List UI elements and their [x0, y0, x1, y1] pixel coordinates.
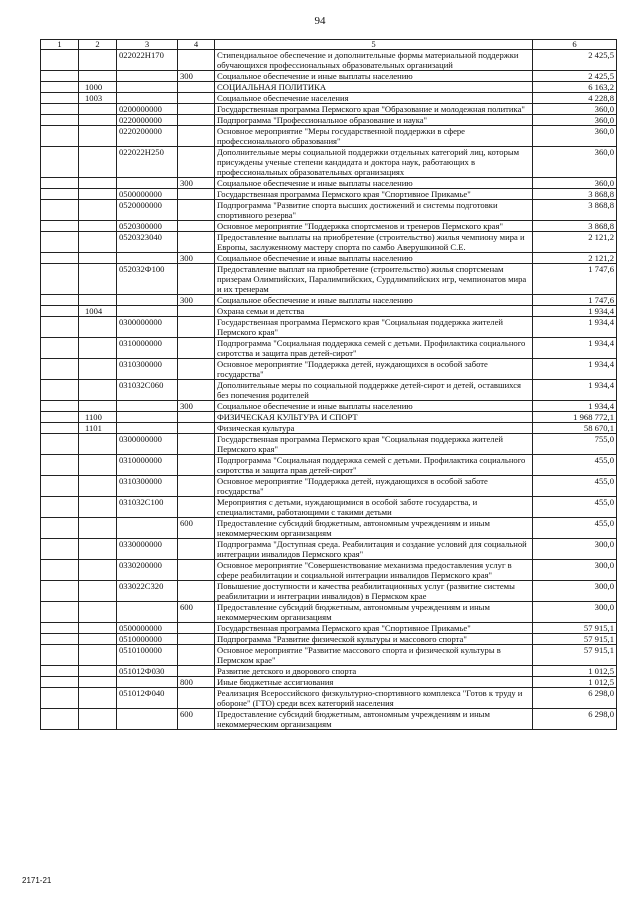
cell-c3 [117, 412, 178, 423]
cell-c1 [41, 50, 79, 71]
cell-c4: 800 [178, 677, 215, 688]
cell-c2 [79, 518, 117, 539]
table-row [41, 295, 617, 306]
cell-c5: Стипендиальное обеспечение и дополнительные формы материальной поддержки обучающихся профессиональных образовательных организаций [215, 50, 533, 71]
cell-c5: Социальное обеспечение и иные выплаты населению [215, 295, 533, 306]
cell-c2 [79, 645, 117, 666]
cell-c6: 6 298,0 [533, 709, 617, 730]
cell-c3: 0330000000 [117, 539, 178, 560]
cell-c6: 455,0 [533, 476, 617, 497]
cell-c1 [41, 189, 79, 200]
cell-c6: 1 934,4 [533, 317, 617, 338]
cell-c5: Предоставление субсидий бюджетным, автономным учреждениям и иным некоммерческим организациям [215, 518, 533, 539]
table-row [41, 539, 617, 560]
cell-c1 [41, 338, 79, 359]
cell-c6: 300,0 [533, 602, 617, 623]
table-row [41, 623, 617, 634]
cell-c6: 6 163,2 [533, 82, 617, 93]
cell-c3 [117, 178, 178, 189]
cell-c5: Основное мероприятие "Поддержка детей, нуждающихся в особой заботе государства" [215, 476, 533, 497]
cell-c6: 300,0 [533, 581, 617, 602]
cell-c1 [41, 306, 79, 317]
table-row [41, 359, 617, 380]
cell-c4 [178, 423, 215, 434]
cell-c1 [41, 623, 79, 634]
cell-c4 [178, 338, 215, 359]
cell-c3: 0310300000 [117, 359, 178, 380]
cell-c4 [178, 412, 215, 423]
table-row [41, 82, 617, 93]
cell-c5: Социальное обеспечение и иные выплаты населению [215, 178, 533, 189]
cell-c5: Государственная программа Пермского края "Социальная поддержка жителей Пермского края" [215, 434, 533, 455]
cell-c5: Физическая культура [215, 423, 533, 434]
cell-c1 [41, 666, 79, 677]
cell-c3 [117, 71, 178, 82]
table-row [41, 115, 617, 126]
table-row [41, 306, 617, 317]
cell-c4 [178, 147, 215, 178]
cell-c1 [41, 518, 79, 539]
cell-c3 [117, 401, 178, 412]
cell-c2: 1004 [79, 306, 117, 317]
cell-c1 [41, 200, 79, 221]
cell-c5: Социальное обеспечение и иные выплаты населению [215, 401, 533, 412]
table-row [41, 634, 617, 645]
cell-c6: 1 012,5 [533, 666, 617, 677]
cell-c4 [178, 476, 215, 497]
table-row [41, 688, 617, 709]
cell-c5: Развитие детского и дворового спорта [215, 666, 533, 677]
cell-c5: Повышение доступности и качества реабилитационных услуг (развитие системы реабилитации и интеграции инвалидов) в Пермском крае [215, 581, 533, 602]
cell-c2 [79, 104, 117, 115]
cell-c4 [178, 359, 215, 380]
cell-c3: 022022Н170 [117, 50, 178, 71]
cell-c5: Государственная программа Пермского края "Социальная поддержка жителей Пермского края" [215, 317, 533, 338]
cell-c4: 300 [178, 401, 215, 412]
cell-c2 [79, 71, 117, 82]
cell-c1 [41, 147, 79, 178]
cell-c2 [79, 560, 117, 581]
cell-c4 [178, 560, 215, 581]
cell-c4 [178, 306, 215, 317]
cell-c1 [41, 380, 79, 401]
table-row [41, 709, 617, 730]
cell-c6: 360,0 [533, 126, 617, 147]
cell-c5: Государственная программа Пермского края "Образование и молодежная политика" [215, 104, 533, 115]
cell-c5: Предоставление субсидий бюджетным, автономным учреждениям и иным некоммерческим организациям [215, 709, 533, 730]
cell-c5: Социальное обеспечение и иные выплаты населению [215, 71, 533, 82]
cell-c2 [79, 602, 117, 623]
table-row [41, 232, 617, 253]
cell-c2 [79, 147, 117, 178]
cell-c2 [79, 317, 117, 338]
cell-c4 [178, 200, 215, 221]
cell-c2 [79, 189, 117, 200]
column-header: 2 [79, 40, 117, 50]
cell-c6: 1 012,5 [533, 677, 617, 688]
cell-c2 [79, 380, 117, 401]
cell-c2 [79, 115, 117, 126]
cell-c1 [41, 115, 79, 126]
cell-c2: 1003 [79, 93, 117, 104]
cell-c3 [117, 677, 178, 688]
cell-c6: 360,0 [533, 115, 617, 126]
table-row [41, 645, 617, 666]
cell-c5: Подпрограмма "Профессиональное образование и наука" [215, 115, 533, 126]
cell-c1 [41, 434, 79, 455]
cell-c4 [178, 645, 215, 666]
cell-c2 [79, 232, 117, 253]
cell-c2 [79, 253, 117, 264]
cell-c2 [79, 434, 117, 455]
cell-c2 [79, 50, 117, 71]
cell-c5: Государственная программа Пермского края "Спортивное Прикамье" [215, 623, 533, 634]
table-row [41, 677, 617, 688]
cell-c6: 4 228,8 [533, 93, 617, 104]
cell-c6: 2 425,5 [533, 71, 617, 82]
cell-c2 [79, 476, 117, 497]
cell-c3: 051012Ф030 [117, 666, 178, 677]
cell-c1 [41, 688, 79, 709]
cell-c6: 360,0 [533, 104, 617, 115]
cell-c4 [178, 666, 215, 677]
cell-c3: 0520300000 [117, 221, 178, 232]
cell-c3: 0220000000 [117, 115, 178, 126]
cell-c2 [79, 178, 117, 189]
cell-c2 [79, 359, 117, 380]
cell-c4: 300 [178, 253, 215, 264]
cell-c2 [79, 634, 117, 645]
cell-c1 [41, 497, 79, 518]
cell-c3: 022022Н250 [117, 147, 178, 178]
cell-c5: Основное мероприятие "Поддержка спортсменов и тренеров Пермского края" [215, 221, 533, 232]
cell-c4 [178, 634, 215, 645]
page-number: 94 [314, 15, 326, 27]
table-row [41, 434, 617, 455]
cell-c3 [117, 295, 178, 306]
cell-c3: 0300000000 [117, 434, 178, 455]
cell-c4 [178, 380, 215, 401]
cell-c2: 1100 [79, 412, 117, 423]
cell-c2 [79, 295, 117, 306]
table-row [41, 455, 617, 476]
table-header-row [41, 40, 617, 50]
cell-c1 [41, 253, 79, 264]
cell-c3: 031032С100 [117, 497, 178, 518]
cell-c6: 1 934,4 [533, 359, 617, 380]
cell-c1 [41, 634, 79, 645]
cell-c6: 57 915,1 [533, 623, 617, 634]
cell-c1 [41, 232, 79, 253]
cell-c4: 600 [178, 602, 215, 623]
table-row [41, 602, 617, 623]
cell-c5: Мероприятия с детьми, нуждающимися в особой заботе государства, и специалистами, работающими с такими детьми [215, 497, 533, 518]
cell-c3: 051012Ф040 [117, 688, 178, 709]
cell-c6: 3 868,8 [533, 200, 617, 221]
table-row [41, 200, 617, 221]
cell-c4 [178, 232, 215, 253]
cell-c3 [117, 253, 178, 264]
column-header: 4 [178, 40, 215, 50]
cell-c6: 1 934,4 [533, 380, 617, 401]
cell-c1 [41, 126, 79, 147]
cell-c4 [178, 497, 215, 518]
table-row [41, 178, 617, 189]
cell-c4 [178, 82, 215, 93]
cell-c4: 300 [178, 178, 215, 189]
table-row [41, 412, 617, 423]
cell-c6: 360,0 [533, 147, 617, 178]
cell-c1 [41, 581, 79, 602]
cell-c3: 0310000000 [117, 338, 178, 359]
cell-c6: 1 934,4 [533, 306, 617, 317]
table-row [41, 497, 617, 518]
cell-c1 [41, 71, 79, 82]
cell-c3 [117, 602, 178, 623]
table-row [41, 147, 617, 178]
cell-c5: Основное мероприятие "Развитие массового спорта и физической культуры в Пермском крае" [215, 645, 533, 666]
cell-c5: Подпрограмма "Социальная поддержка семей с детьми. Профилактика социального сиротства и защита прав детей-сирот" [215, 338, 533, 359]
cell-c4 [178, 50, 215, 71]
cell-c3: 0310000000 [117, 455, 178, 476]
cell-c6: 3 868,8 [533, 189, 617, 200]
table-row [41, 253, 617, 264]
cell-c6: 300,0 [533, 539, 617, 560]
cell-c3: 0310300000 [117, 476, 178, 497]
cell-c2 [79, 200, 117, 221]
cell-c1 [41, 709, 79, 730]
cell-c2: 1101 [79, 423, 117, 434]
cell-c1 [41, 539, 79, 560]
table-row [41, 221, 617, 232]
cell-c1 [41, 423, 79, 434]
cell-c4 [178, 455, 215, 476]
cell-c1 [41, 317, 79, 338]
table-row [41, 423, 617, 434]
cell-c2 [79, 688, 117, 709]
cell-c5: Подпрограмма "Развитие физической культуры и массового спорта" [215, 634, 533, 645]
cell-c6: 1 747,6 [533, 295, 617, 306]
cell-c6: 3 868,8 [533, 221, 617, 232]
cell-c6: 755,0 [533, 434, 617, 455]
cell-c2 [79, 666, 117, 677]
cell-c3: 0330200000 [117, 560, 178, 581]
cell-c4 [178, 104, 215, 115]
cell-c6: 57 915,1 [533, 645, 617, 666]
cell-c6: 1 934,4 [533, 338, 617, 359]
cell-c6: 2 121,2 [533, 253, 617, 264]
cell-c4 [178, 264, 215, 295]
cell-c4 [178, 539, 215, 560]
cell-c2 [79, 497, 117, 518]
cell-c4: 600 [178, 709, 215, 730]
cell-c6: 1 934,4 [533, 401, 617, 412]
cell-c2 [79, 455, 117, 476]
cell-c3: 0300000000 [117, 317, 178, 338]
cell-c6: 300,0 [533, 560, 617, 581]
cell-c5: Охрана семьи и детства [215, 306, 533, 317]
cell-c6: 57 915,1 [533, 634, 617, 645]
table-row [41, 666, 617, 677]
column-header: 5 [215, 40, 533, 50]
cell-c1 [41, 645, 79, 666]
table-row [41, 264, 617, 295]
cell-c2 [79, 623, 117, 634]
table-row [41, 71, 617, 82]
cell-c3 [117, 306, 178, 317]
cell-c5: Социальное обеспечение и иные выплаты населению [215, 253, 533, 264]
cell-c3: 052032Ф100 [117, 264, 178, 295]
cell-c4 [178, 126, 215, 147]
cell-c1 [41, 104, 79, 115]
cell-c1 [41, 264, 79, 295]
cell-c5: Предоставление выплаты на приобретение (строительство) жилья чемпиону мира и Европы, заслуженному мастеру спорта по самбо Аверушкиной С.Е. [215, 232, 533, 253]
cell-c3: 0510100000 [117, 645, 178, 666]
table-row [41, 189, 617, 200]
cell-c3: 0520000000 [117, 200, 178, 221]
cell-c1 [41, 412, 79, 423]
cell-c4: 300 [178, 71, 215, 82]
cell-c2 [79, 677, 117, 688]
cell-c3: 0200000000 [117, 104, 178, 115]
cell-c6: 455,0 [533, 497, 617, 518]
cell-c5: Основное мероприятие "Поддержка детей, нуждающихся в особой заботе государства" [215, 359, 533, 380]
cell-c4: 300 [178, 295, 215, 306]
cell-c4 [178, 115, 215, 126]
cell-c3: 0510000000 [117, 634, 178, 645]
table-row [41, 93, 617, 104]
cell-c3 [117, 423, 178, 434]
cell-c3: 0220200000 [117, 126, 178, 147]
cell-c5: Подпрограмма "Развитие спорта высших достижений и системы подготовки спортивного резерва" [215, 200, 533, 221]
cell-c4 [178, 317, 215, 338]
cell-c1 [41, 455, 79, 476]
cell-c2 [79, 221, 117, 232]
cell-c2: 1000 [79, 82, 117, 93]
cell-c2 [79, 539, 117, 560]
cell-c3: 0500000000 [117, 623, 178, 634]
cell-c5: Предоставление субсидий бюджетным, автономным учреждениям и иным некоммерческим организациям [215, 602, 533, 623]
cell-c5: Социальное обеспечение населения [215, 93, 533, 104]
cell-c6: 6 298,0 [533, 688, 617, 709]
cell-c1 [41, 401, 79, 412]
table-row [41, 581, 617, 602]
cell-c4 [178, 434, 215, 455]
table-row [41, 518, 617, 539]
cell-c6: 58 670,1 [533, 423, 617, 434]
cell-c2 [79, 401, 117, 412]
cell-c5: Подпрограмма "Доступная среда. Реабилитация и создание условий для социальной интеграции инвалидов Пермского края" [215, 539, 533, 560]
cell-c5: Подпрограмма "Социальная поддержка семей с детьми. Профилактика социального сиротства и защита прав детей-сирот" [215, 455, 533, 476]
cell-c1 [41, 602, 79, 623]
table-row [41, 380, 617, 401]
cell-c2 [79, 581, 117, 602]
cell-c1 [41, 476, 79, 497]
cell-c4 [178, 688, 215, 709]
cell-c3: 0500000000 [117, 189, 178, 200]
cell-c4 [178, 221, 215, 232]
cell-c4 [178, 581, 215, 602]
table-row [41, 338, 617, 359]
cell-c1 [41, 560, 79, 581]
cell-c4 [178, 189, 215, 200]
cell-c5: Дополнительные меры социальной поддержки отдельных категорий лиц, которым присуждены ученые степени кандидата и доктора наук, работающих в профессиональных образовательных организациях [215, 147, 533, 178]
cell-c6: 360,0 [533, 178, 617, 189]
cell-c3 [117, 93, 178, 104]
cell-c5: ФИЗИЧЕСКАЯ КУЛЬТУРА И СПОРТ [215, 412, 533, 423]
footer-code: 2171-21 [22, 876, 52, 885]
cell-c5: Иные бюджетные ассигнования [215, 677, 533, 688]
cell-c1 [41, 677, 79, 688]
cell-c6: 1 968 772,1 [533, 412, 617, 423]
cell-c2 [79, 126, 117, 147]
table-row [41, 126, 617, 147]
cell-c4 [178, 93, 215, 104]
cell-c1 [41, 359, 79, 380]
cell-c1 [41, 295, 79, 306]
cell-c4 [178, 623, 215, 634]
cell-c3: 0520323040 [117, 232, 178, 253]
cell-c3: 031032С060 [117, 380, 178, 401]
table-row [41, 401, 617, 412]
cell-c5: Дополнительные меры по социальной поддержке детей-сирот и детей, оставшихся без попечения родителей [215, 380, 533, 401]
table-row [41, 317, 617, 338]
cell-c4: 600 [178, 518, 215, 539]
budget-table [40, 39, 617, 730]
cell-c6: 1 747,6 [533, 264, 617, 295]
cell-c5: Государственная программа Пермского края "Спортивное Прикамье" [215, 189, 533, 200]
cell-c5: Основное мероприятие "Меры государственной поддержки в сфере профессионального образования" [215, 126, 533, 147]
cell-c3 [117, 82, 178, 93]
table-row [41, 104, 617, 115]
cell-c2 [79, 338, 117, 359]
cell-c3 [117, 518, 178, 539]
cell-c3 [117, 709, 178, 730]
column-header: 6 [533, 40, 617, 50]
cell-c1 [41, 178, 79, 189]
cell-c3: 033022С320 [117, 581, 178, 602]
cell-c5: Реализация Всероссийского физкультурно-спортивного комплекса "Готов к труду и обороне" (ГТО) среди всех категорий населения [215, 688, 533, 709]
cell-c1 [41, 221, 79, 232]
table-row [41, 476, 617, 497]
cell-c6: 455,0 [533, 518, 617, 539]
cell-c2 [79, 709, 117, 730]
cell-c5: СОЦИАЛЬНАЯ ПОЛИТИКА [215, 82, 533, 93]
table-row [41, 560, 617, 581]
cell-c6: 2 425,5 [533, 50, 617, 71]
column-header: 1 [41, 40, 79, 50]
cell-c6: 455,0 [533, 455, 617, 476]
cell-c5: Основное мероприятие "Совершенствование механизма предоставления услуг в сфере реабилитации и социальной интеграции инвалидов Пермского края" [215, 560, 533, 581]
cell-c2 [79, 264, 117, 295]
column-header: 3 [117, 40, 178, 50]
table-row [41, 50, 617, 71]
cell-c1 [41, 82, 79, 93]
cell-c1 [41, 93, 79, 104]
cell-c5: Предоставление выплат на приобретение (строительство) жилья спортсменам призерам Олимпийских, Паралимпийских, Сурдлимпийских игр, чемпионатов мира и их тренерам [215, 264, 533, 295]
cell-c6: 2 121,2 [533, 232, 617, 253]
